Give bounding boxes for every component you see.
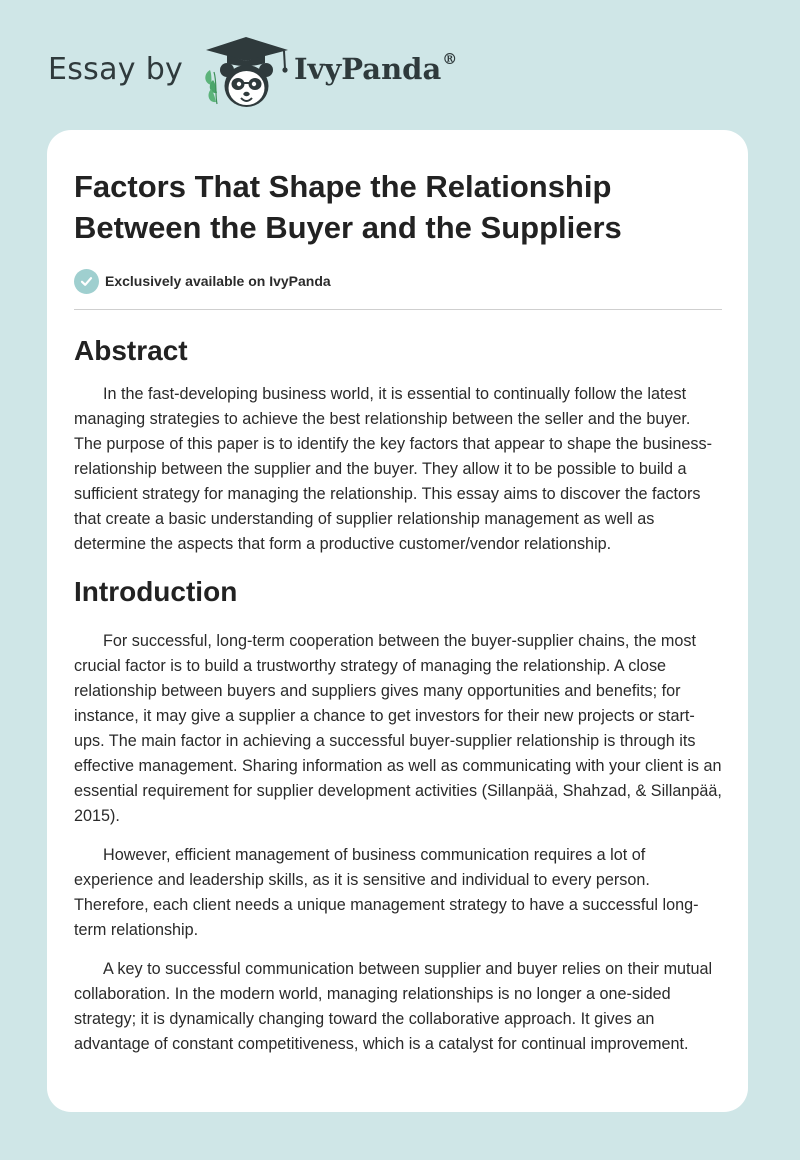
exclusive-label: Exclusively available on IvyPanda [105, 273, 331, 289]
paragraph: A key to successful communication between supplier and buyer relies on their mutual collaboration. In the modern world, managing relationships is no longer a one-sided strategy; it is dynamically changing toward the collaborative approach. It gives an advantage of constant competitiveness, which is a catalyst for continual improvement. [74, 960, 713, 1053]
paragraph: In the fast-developing business world, it is essential to continually follow the latest managing strategies to achieve the best relationship between the seller and the buyer. The purpose of this paper is to identify the key factors that appear to shape the business-relationship between the supplier and the buyer. They allow it to be possible to build a sufficient strategy for managing the relationship. This essay aims to discover the factors that create a basic understanding of supplier relationship management as well as determine the aspects that form a productive customer/vendor relationship. [74, 385, 712, 553]
section-heading: Abstract [74, 335, 188, 366]
paragraph: For successful, long-term cooperation between the buyer-supplier chains, the most crucial factor is to build a trustworthy strategy of managing the relationship. A close relationship between buyers and suppliers gives many opportunities and benefits; for instance, it may give a supplier a chance to get investors for their new projects or start-ups. The main factor in achieving a successful buyer-supplier relationship is through its effective management. Sharing information as well as communicating with your client is an essential requirement for supplier development activities (Sillanpää, Shahzad, & Sillanpää, 2015). [74, 632, 722, 825]
ivypanda-logo-icon[interactable] [200, 34, 292, 110]
essay-by-label: Essay by [48, 52, 184, 87]
check-icon [74, 269, 99, 294]
section-heading: Introduction [74, 576, 238, 607]
section-introduction [74, 575, 722, 1057]
brand-name[interactable]: IvyPanda® [294, 50, 458, 86]
section-abstract [74, 334, 722, 557]
essay-card [47, 130, 748, 1112]
essay-title: Factors That Shape the Relationship Between the Buyer and the Suppliers [74, 169, 622, 245]
site-header [0, 0, 800, 130]
paragraph: However, efficient management of business communication requires a lot of experience and leadership skills, as it is sensitive and individual to every person. Therefore, each client needs a unique management strategy to have a successful long-term relationship. [74, 846, 699, 939]
registered-mark: ® [442, 50, 458, 68]
divider [74, 309, 722, 310]
exclusive-badge [74, 268, 722, 294]
